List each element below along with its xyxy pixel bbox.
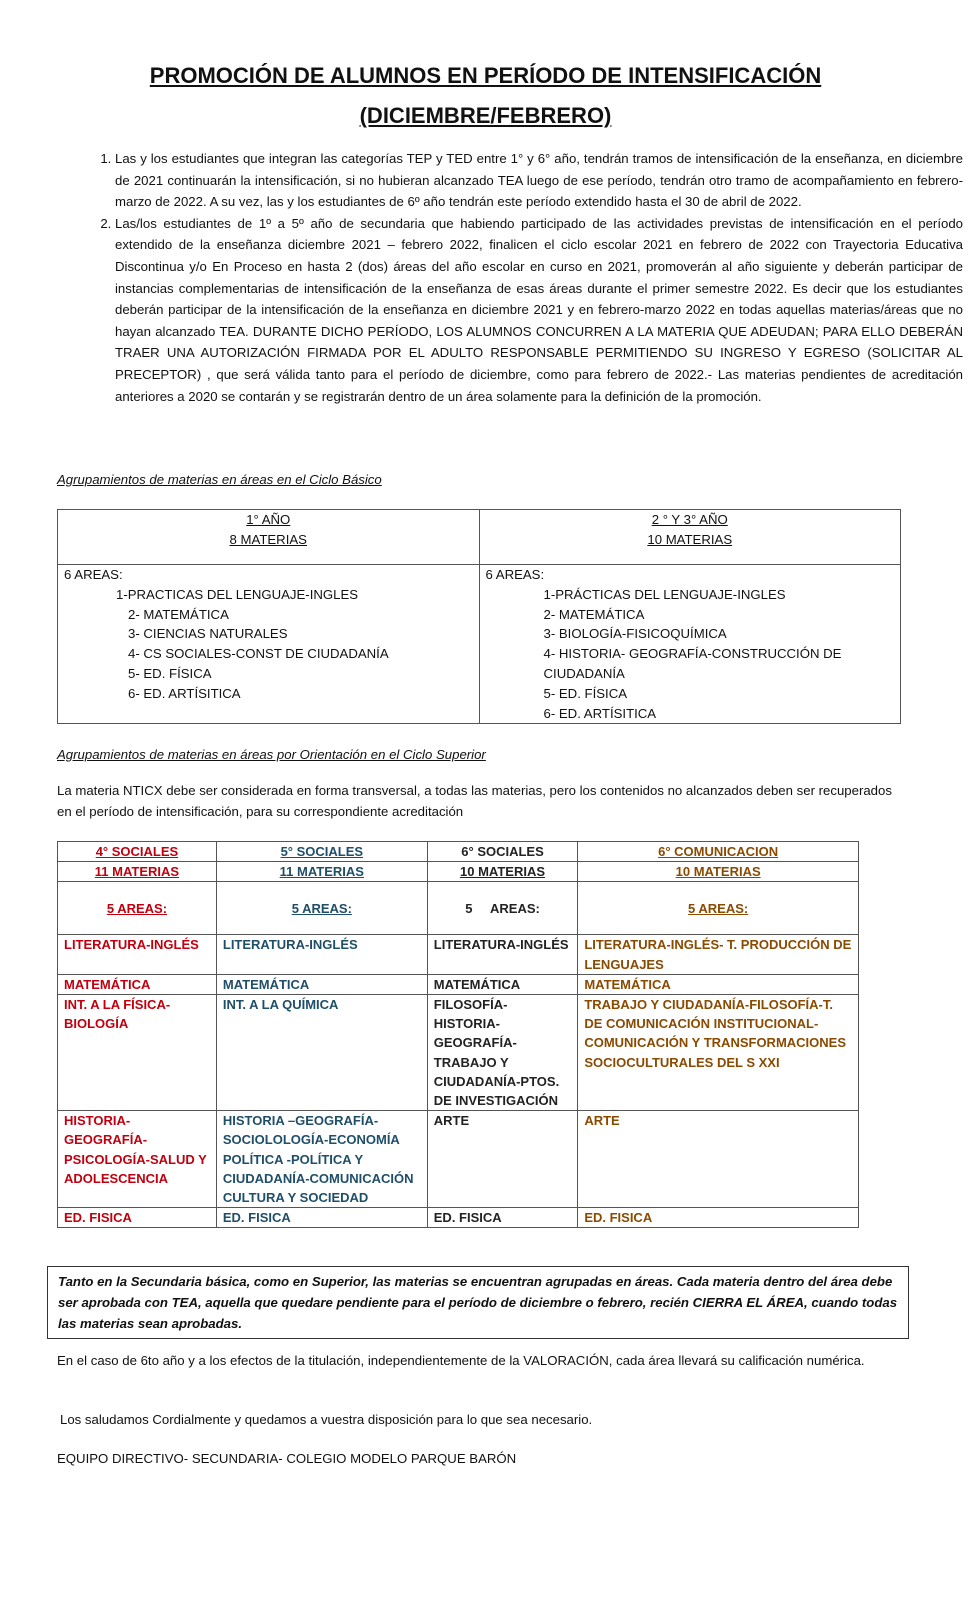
signature-text: EQUIPO DIRECTIVO- SECUNDARIA- COLEGIO MODELO PARQUE BARÓN	[57, 1451, 517, 1466]
boxed-note: Tanto en la Secundaria básica, como en Superior, las materias se encuentran agrupadas en áreas. Cada materia dentro del área debe ser aprobada con TEA, aquella que quedare pendiente para el período de diciembre o febrero, recién CIERRA EL ÁREA, cuando todas las materias sean aprobadas.	[47, 1266, 909, 1339]
rule-item-1: 1. Las y los estudiantes que integran las categorías TEP y TED entre 1° y 6° año, tendrán tramos de intensificación de la enseñanza, en diciembre de 2021 continuarán la intensificación, si no hubieran alcanzado TEA luego de ese período, tendrán otro tramo de acompañamiento en febrero-marzo de 2022. A su vez, las y los estudiantes de 6º año tendrán este período extendido hasta el 30 de abril de 2022.	[115, 148, 963, 213]
rule-item-2: 2. Las/los estudiantes de 1º a 5º año de secundaria que habiendo participado de las actividades previstas de intensificación en el período extendido de la enseñanza diciembre 2021 – febrero 2022, finalicen el ciclo escolar 2021 en febrero de 2022 con Trayectoria Educativa Discontinua y/o En Proceso en hasta 2 (dos) áreas del año escolar en curso en 2021, promoverán al año siguiente y deberán participar de instancias complementarias de intensificación de la enseñanza de esas áreas durante el primer semestre 2022. Es decir que los estudiantes deberán participar de la intensificación de la enseñanza en diciembre 2021 y en febrero-marzo 2022 en todas aquellas materias/áreas que no hayan alcanzado TEA. DURANTE DICHO PERÍODO, LOS ALUMNOS CONCURREN A LA MATERIA QUE ADEUDAN; PARA ELLO DEBERÁN TRAER UNA AUTORIZACIÓN FIRMADA POR EL ADULTO RESPONSABLE PERMITIENDO SU INGRESO Y EGRESO (SOLICITAR AL PRECEPTOR) , que será válida tanto para el período de diciembre, como para febrero de 2022.- Las materias pendientes de acreditación anteriores a 2020 se contarán y se registrarán dentro de un área solamente para la definición de la promoción.	[115, 213, 963, 407]
subject-count: 8 MATERIAS	[229, 532, 307, 547]
areas-label: 6 AREAS:	[485, 567, 545, 582]
rules-list	[55, 148, 963, 407]
subject-count: 11 MATERIAS	[216, 862, 427, 882]
table-cell: MATEMÁTICA	[58, 974, 217, 994]
table-cell: LITERATURA-INGLÉS	[216, 935, 427, 974]
area-item: 2- MATEMÁTICA	[128, 606, 229, 622]
basic-cycle-heading: Agrupamientos de materias en áreas en el Ciclo Básico	[57, 472, 382, 487]
table-row	[58, 995, 859, 1111]
table-row	[58, 565, 901, 724]
year-label: 1° AÑO	[246, 512, 291, 527]
table-cell: LITERATURA-INGLÉS- T. PRODUCCIÓN DE LENGUAJES	[578, 935, 859, 974]
table-cell: LITERATURA-INGLÉS	[427, 935, 578, 974]
table-cell: HISTORIA –GEOGRAFÍA-SOCIOLOLOGÍA-ECONOMÍA POLÍTICA -POLÍTICA Y CIUDADANÍA-COMUNICACIÓN CULTURA Y SOCIEDAD	[216, 1111, 427, 1208]
table-cell: ED. FISICA	[216, 1208, 427, 1228]
second-third-year-areas	[479, 565, 901, 724]
area-item: 2- MATEMÁTICA	[543, 606, 645, 622]
table-row	[58, 935, 859, 974]
table-row	[58, 882, 859, 935]
table-cell: MATEMÁTICA	[216, 974, 427, 994]
areas-label: 5 AREAS:	[578, 882, 859, 935]
table-cell: ED. FISICA	[58, 1208, 217, 1228]
table-cell: HISTORIA-GEOGRAFÍA-PSICOLOGÍA-SALUD Y ADOLESCENCIA	[58, 1111, 217, 1208]
table-cell: MATEMÁTICA	[578, 974, 859, 994]
subject-count: 10 MATERIAS	[647, 532, 733, 547]
column-header: 5° SOCIALES	[216, 842, 427, 862]
year-label: 2 ° Y 3° AÑO	[651, 512, 728, 527]
areas-label: 5 AREAS:	[216, 882, 427, 935]
area-item: 5- ED. FÍSICA	[128, 665, 212, 681]
area-item: 1-PRACTICAS DEL LENGUAJE-INGLES	[116, 586, 359, 602]
table-cell: ARTE	[427, 1111, 578, 1208]
table-row	[58, 862, 859, 882]
area-item: 3- BIOLOGÍA-FISICOQUÍMICA	[543, 626, 727, 642]
area-item: 6- ED. ARTÍSITICA	[543, 705, 657, 721]
area-item: 1-PRÁCTICAS DEL LENGUAJE-INGLES	[543, 586, 786, 602]
page-subtitle: (DICIEMBRE/FEBRERO)	[359, 103, 612, 128]
sixth-year-note: En el caso de 6to año y a los efectos de la titulación, independientemente de la VALORACIÓN, cada área llevará su calificación numérica.	[57, 1353, 865, 1368]
table-row	[58, 974, 859, 994]
superior-cycle-table	[57, 841, 859, 1228]
area-item: 3- CIENCIAS NATURALES	[128, 626, 288, 642]
table-cell: INT. A LA FÍSICA-BIOLOGÍA	[58, 995, 217, 1111]
table-cell: ARTE	[578, 1111, 859, 1208]
first-year-areas	[58, 565, 480, 724]
table-cell: MATEMÁTICA	[427, 974, 578, 994]
areas-label: 5 AREAS:	[58, 882, 217, 935]
column-header: 4° SOCIALES	[58, 842, 217, 862]
table-cell: TRABAJO Y CIUDADANÍA-FILOSOFÍA-T. DE COMUNICACIÓN INSTITUCIONAL-COMUNICACIÓN Y TRANSFORMACIONES SOCIOCULTURALES DEL S XXI	[578, 995, 859, 1111]
column-header: 6° SOCIALES	[427, 842, 578, 862]
table-cell: ED. FISICA	[578, 1208, 859, 1228]
table-header-row	[58, 842, 859, 862]
page-title: PROMOCIÓN DE ALUMNOS EN PERÍODO DE INTENSIFICACIÓN	[149, 63, 822, 88]
areas-label: 6 AREAS:	[64, 567, 123, 582]
superior-cycle-heading: Agrupamientos de materias en áreas por Orientación en el Ciclo Superior	[57, 747, 486, 762]
area-item: 4- HISTORIA- GEOGRAFÍA-CONSTRUCCIÓN DE CIUDADANÍA	[543, 646, 842, 681]
table-row	[58, 1208, 859, 1228]
nticx-note: La materia NTICX debe ser considerada en forma transversal, a todas las materias, pero los contenidos no alcanzados deben ser recuperados en el período de intensificación, para su correspondiente acreditación	[57, 783, 892, 819]
table-cell: FILOSOFÍA-HISTORIA-GEOGRAFÍA-TRABAJO Y CIUDADANÍA-PTOS. DE INVESTIGACIÓN	[427, 995, 578, 1111]
greeting-text: Los saludamos Cordialmente y quedamos a vuestra disposición para lo que sea necesario.	[60, 1412, 593, 1427]
table-row	[58, 1111, 859, 1208]
table-cell: INT. A LA QUÍMICA	[216, 995, 427, 1111]
subject-count: 10 MATERIAS	[427, 862, 578, 882]
area-item: 4- CS SOCIALES-CONST DE CIUDADANÍA	[128, 646, 389, 662]
subject-count: 11 MATERIAS	[58, 862, 217, 882]
second-third-year-header	[479, 510, 901, 565]
table-cell: LITERATURA-INGLÉS	[58, 935, 217, 974]
area-item: 6- ED. ARTÍSITICA	[128, 685, 241, 701]
subject-count: 10 MATERIAS	[578, 862, 859, 882]
table-cell: ED. FISICA	[427, 1208, 578, 1228]
table-header-row	[58, 510, 901, 565]
areas-label: 5 AREAS:	[427, 882, 578, 935]
column-header: 6° COMUNICACION	[578, 842, 859, 862]
first-year-header	[58, 510, 480, 565]
area-item: 5- ED. FÍSICA	[543, 685, 628, 701]
basic-cycle-table	[57, 509, 901, 724]
